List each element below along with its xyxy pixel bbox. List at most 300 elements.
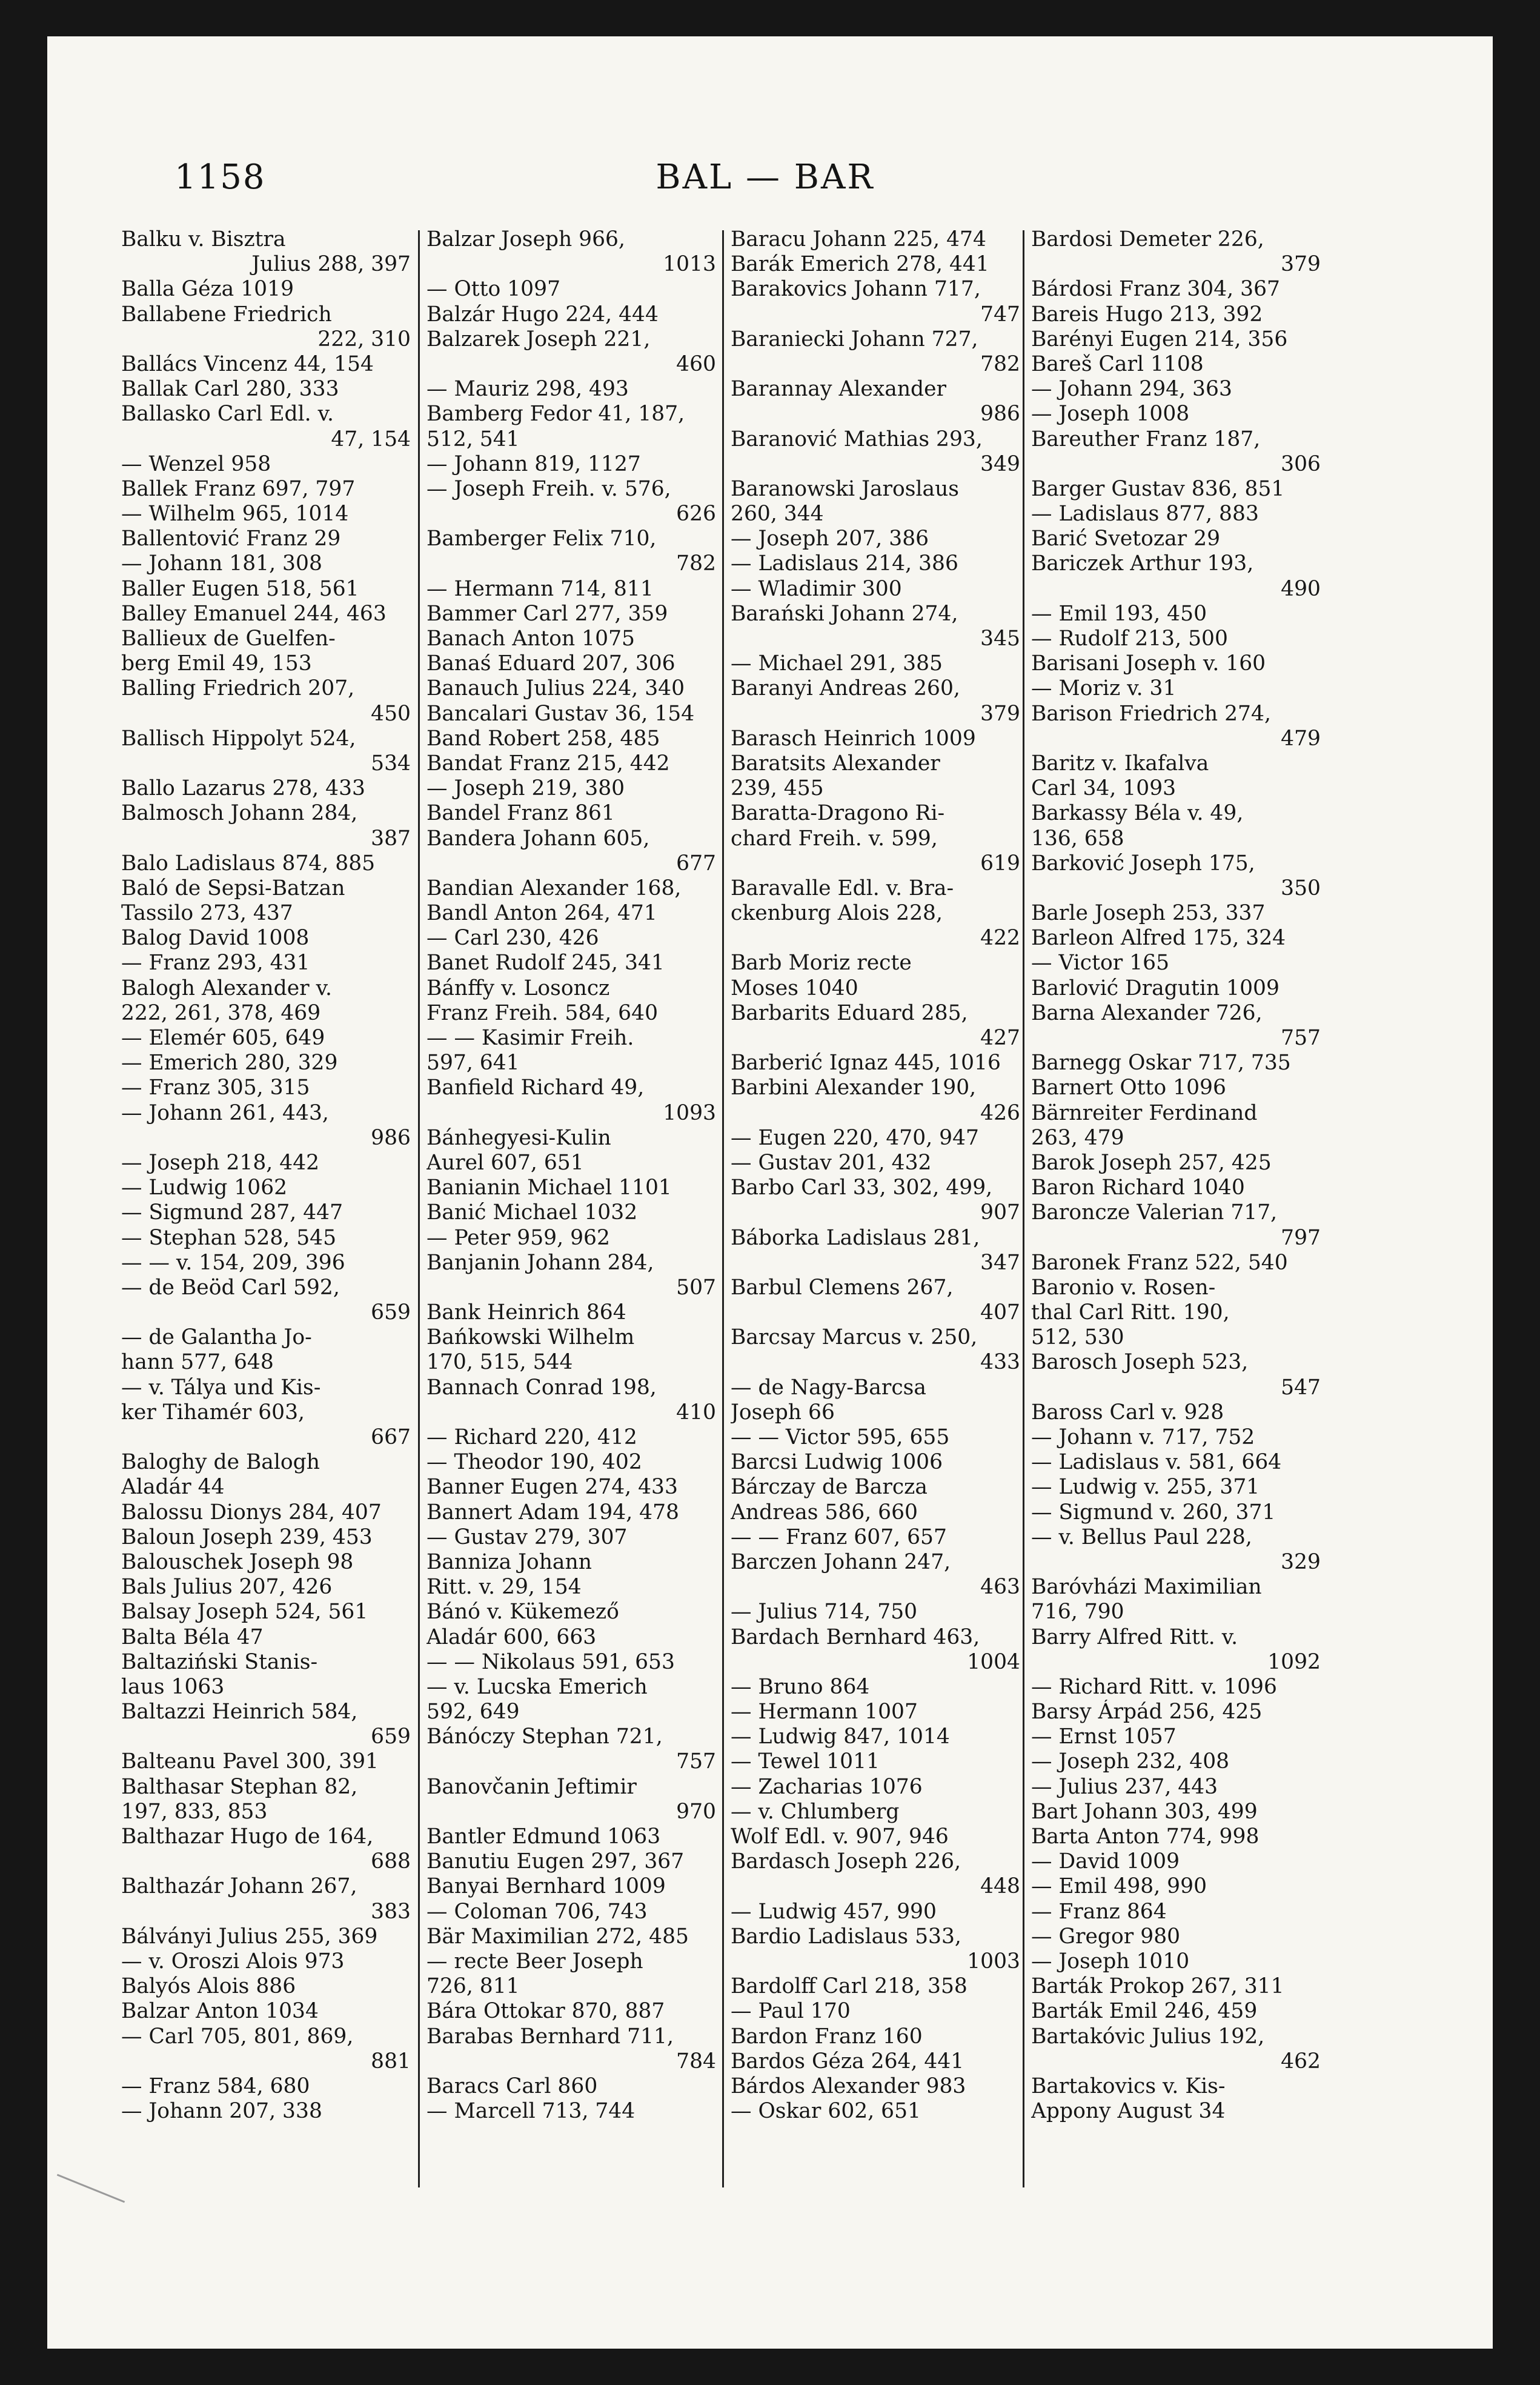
index-line: Balzarek Joseph 221,	[426, 327, 651, 351]
index-line: — de Nagy-Barcsa	[731, 1375, 926, 1400]
index-line: Bartakóvic Julius 192,	[1031, 2024, 1265, 2049]
index-line: 407	[980, 1300, 1020, 1325]
index-line: Baraniecki Johann 727,	[731, 327, 978, 351]
index-line: Balzar Anton 1034	[121, 1999, 319, 2024]
index-line: Barry Alfred Ritt. v.	[1031, 1625, 1238, 1649]
index-line: 347	[980, 1250, 1020, 1275]
index-line: Band Robert 258, 485	[426, 726, 660, 751]
index-line: Balla Géza 1019	[121, 277, 294, 302]
index-line: Bárdosi Franz 304, 367	[1031, 277, 1280, 302]
index-line: Barlović Dragutin 1009	[1031, 976, 1279, 1000]
index-line: — recte Beer Joseph	[426, 1949, 643, 1974]
index-line: — Joseph 219, 380	[426, 776, 625, 801]
index-line: Bandian Alexander 168,	[426, 876, 682, 900]
index-line: 512, 530	[1031, 1325, 1124, 1350]
index-line: — Richard 220, 412	[426, 1425, 637, 1449]
index-line: — Ludwig 847, 1014	[731, 1725, 950, 1749]
index-line: — Johann 294, 363	[1031, 377, 1232, 402]
index-line: Barannay Alexander	[731, 377, 947, 402]
index-line: Baller Eugen 518, 561	[121, 576, 359, 601]
index-line: Banutiu Eugen 297, 367	[426, 1849, 685, 1874]
index-line: Balyós Alois 886	[121, 1974, 296, 1999]
index-line: — de Galantha Jo-	[121, 1325, 312, 1350]
index-line: 592, 649	[426, 1700, 520, 1725]
index-line: 136, 658	[1031, 826, 1124, 851]
index-line: 47, 154	[331, 427, 411, 451]
index-column-4	[1031, 227, 1321, 2203]
index-line: — Victor 165	[1031, 951, 1170, 976]
index-column-3	[731, 227, 1020, 2203]
index-line: Baranowski Jaroslaus	[731, 476, 960, 501]
index-line: Bammer Carl 277, 359	[426, 601, 668, 626]
index-line: — — Franz 607, 657	[731, 1525, 947, 1549]
index-line: 462	[1281, 2049, 1321, 2074]
index-line: 450	[371, 701, 411, 726]
index-line: 350	[1281, 876, 1321, 900]
index-line: Bancalari Gustav 36, 154	[426, 701, 695, 726]
index-line: 306	[1281, 451, 1321, 476]
index-line: Baracu Johann 225, 474	[731, 227, 986, 251]
index-line: 507	[676, 1275, 716, 1300]
index-line: — — Victor 595, 655	[731, 1425, 950, 1449]
index-line: Joseph 66	[731, 1400, 835, 1425]
index-line: Balmosch Johann 284,	[121, 801, 358, 826]
index-line: hann 577, 648	[121, 1350, 274, 1375]
index-line: Aurel 607, 651	[426, 1150, 584, 1175]
index-line: 667	[371, 1425, 411, 1449]
index-line: — David 1009	[1031, 1849, 1180, 1874]
index-line: — Wenzel 958	[121, 451, 271, 476]
index-line: — Theodor 190, 402	[426, 1450, 642, 1475]
index-line: 659	[371, 1300, 411, 1325]
index-line: Julius 288, 397	[251, 252, 411, 277]
index-line: 197, 833, 853	[121, 1799, 268, 1824]
index-line: Bantler Edmund 1063	[426, 1825, 661, 1849]
index-line: — Julius 237, 443	[1031, 1774, 1218, 1799]
index-line: Ballak Carl 280, 333	[121, 377, 339, 402]
index-line: Carl 34, 1093	[1031, 776, 1177, 801]
index-line: 345	[980, 627, 1020, 651]
index-line: Aladár 44	[121, 1475, 225, 1500]
index-line: 349	[980, 451, 1020, 476]
index-line: — Ludwig 1062	[121, 1176, 288, 1200]
index-line: Baronio v. Rosen-	[1031, 1275, 1216, 1300]
index-line: 1003	[967, 1949, 1020, 1974]
index-line: — v. Tálya und Kis-	[121, 1375, 321, 1400]
index-line: Banaś Eduard 207, 306	[426, 651, 675, 676]
index-line: Baloun Joseph 239, 453	[121, 1525, 373, 1549]
index-line: Banauch Julius 224, 340	[426, 676, 685, 701]
index-line: — Joseph 1008	[1031, 402, 1190, 427]
index-line: Balouschek Joseph 98	[121, 1549, 354, 1574]
index-line: Barković Joseph 175,	[1031, 851, 1255, 876]
index-line: 1092	[1267, 1649, 1321, 1674]
index-line: — Bruno 864	[731, 1674, 870, 1699]
index-line: — Emil 498, 990	[1031, 1874, 1207, 1899]
index-line: Bart Johann 303, 499	[1031, 1799, 1258, 1824]
index-line: — — Kasimir Freih.	[426, 1026, 634, 1050]
index-line: Banfield Richard 49,	[426, 1076, 645, 1100]
index-line: Banner Eugen 274, 433	[426, 1475, 678, 1500]
index-line: — v. Lucska Emerich	[426, 1674, 648, 1699]
index-line: 379	[980, 701, 1020, 726]
index-line: 747	[980, 302, 1020, 327]
index-line: Bannert Adam 194, 478	[426, 1500, 679, 1525]
index-line: Bandl Anton 264, 471	[426, 901, 657, 926]
index-line: Bánóczy Stephan 721,	[426, 1725, 663, 1749]
index-line: — Oskar 602, 651	[731, 2099, 921, 2124]
index-line: Barták Emil 246, 459	[1031, 1999, 1258, 2024]
index-line: Barsy Árpád 256, 425	[1031, 1700, 1263, 1725]
index-line: 547	[1281, 1375, 1321, 1400]
index-line: Barnegg Oskar 717, 735	[1031, 1051, 1291, 1076]
index-line: Baracs Carl 860	[426, 2074, 598, 2098]
index-line: 534	[371, 751, 411, 776]
index-line: Aladár 600, 663	[426, 1625, 597, 1649]
index-line: — Sigmund 287, 447	[121, 1200, 344, 1225]
index-line: Barle Joseph 253, 337	[1031, 901, 1266, 926]
index-line: Bańkowski Wilhelm	[426, 1325, 635, 1350]
index-line: 383	[371, 1899, 411, 1924]
index-line: 433	[980, 1350, 1020, 1375]
index-line: Baltaziński Stanis-	[121, 1649, 318, 1674]
index-line: Barényi Eugen 214, 356	[1031, 327, 1288, 351]
index-line: — Joseph 218, 442	[121, 1150, 320, 1175]
index-line: Baratta-Dragono Ri-	[731, 801, 945, 826]
index-line: — Joseph 1010	[1031, 1949, 1190, 1974]
index-line: 387	[371, 826, 411, 851]
index-line: Barcsi Ludwig 1006	[731, 1450, 943, 1475]
index-line: Moses 1040	[731, 976, 858, 1000]
index-line: — Eugen 220, 470, 947	[731, 1125, 979, 1150]
index-line: 170, 515, 544	[426, 1350, 573, 1375]
index-line: 626	[676, 502, 716, 527]
index-line: — Carl 705, 801, 869,	[121, 2024, 354, 2049]
index-line: Ballo Lazarus 278, 433	[121, 776, 365, 801]
index-line: 757	[676, 1749, 716, 1774]
index-line: — Rudolf 213, 500	[1031, 627, 1228, 651]
index-line: Bals Julius 207, 426	[121, 1575, 333, 1600]
index-line: 460	[676, 351, 716, 376]
index-line: Ballács Vincenz 44, 154	[121, 351, 374, 376]
index-line: Bamberg Fedor 41, 187,	[426, 402, 685, 427]
index-line: 970	[676, 1799, 716, 1824]
index-line: 463	[980, 1575, 1020, 1600]
index-line: Bär Maximilian 272, 485	[426, 1924, 689, 1949]
index-line: Bareš Carl 1108	[1031, 351, 1204, 376]
index-line: — Wilhelm 965, 1014	[121, 502, 349, 527]
index-line: 986	[371, 1125, 411, 1150]
index-line: Baloghy de Balogh	[121, 1450, 320, 1475]
index-line: Ritt. v. 29, 154	[426, 1575, 582, 1600]
index-line: 619	[980, 851, 1020, 876]
index-line: Appony August 34	[1031, 2099, 1226, 2124]
index-line: — Michael 291, 385	[731, 651, 943, 676]
column-divider	[722, 230, 724, 2187]
index-line: Wolf Edl. v. 907, 946	[731, 1825, 949, 1849]
index-line: Banniza Johann	[426, 1549, 592, 1574]
index-line: Balley Emanuel 244, 463	[121, 601, 387, 626]
index-line: — Coloman 706, 743	[426, 1899, 648, 1924]
index-line: Barbini Alexander 190,	[731, 1076, 977, 1100]
index-line: Banach Anton 1075	[426, 627, 635, 651]
index-line: Baross Carl v. 928	[1031, 1400, 1224, 1425]
index-line: Balsay Joseph 524, 561	[121, 1600, 368, 1625]
index-line: Barták Prokop 267, 311	[1031, 1974, 1284, 1999]
index-line: 448	[980, 1874, 1020, 1899]
index-line: — Gustav 201, 432	[731, 1150, 932, 1175]
index-line: Balo Ladislaus 874, 885	[121, 851, 376, 876]
index-line: — Joseph Freih. v. 576,	[426, 476, 671, 501]
index-line: Barkassy Béla v. 49,	[1031, 801, 1244, 826]
index-line: Ballasko Carl Edl. v.	[121, 402, 334, 427]
index-line: 479	[1281, 726, 1321, 751]
index-line: Baravalle Edl. v. Bra-	[731, 876, 954, 900]
index-line: 1004	[967, 1649, 1020, 1674]
index-line: 260, 344	[731, 502, 824, 527]
index-column-2	[426, 227, 716, 2203]
index-line: Bank Heinrich 864	[426, 1300, 626, 1325]
index-line: Franz Freih. 584, 640	[426, 1000, 659, 1025]
column-divider	[1023, 230, 1024, 2187]
index-line: Ballek Franz 697, 797	[121, 476, 356, 501]
index-line: 726, 811	[426, 1974, 520, 1999]
index-line: — Ladislaus 877, 883	[1031, 502, 1259, 527]
index-line: berg Emil 49, 153	[121, 651, 312, 676]
index-line: Balthazár Johann 267,	[121, 1874, 357, 1899]
index-line: Bálványi Julius 255, 369	[121, 1924, 378, 1949]
page-header	[174, 158, 1356, 212]
index-line: laus 1063	[121, 1674, 225, 1699]
index-line: Bandel Franz 861	[426, 801, 615, 826]
index-column-1	[121, 227, 411, 2203]
index-line: Barisani Joseph v. 160	[1031, 651, 1266, 676]
index-line: — Ladislaus v. 581, 664	[1031, 1450, 1282, 1475]
index-line: — Joseph 207, 386	[731, 527, 929, 551]
index-line: chard Freih. v. 599,	[731, 826, 938, 851]
index-line: — Sigmund v. 260, 371	[1031, 1500, 1276, 1525]
index-line: Barbo Carl 33, 302, 499,	[731, 1176, 993, 1200]
index-line: Tassilo 273, 437	[121, 901, 293, 926]
index-line: — — Nikolaus 591, 653	[426, 1649, 675, 1674]
index-line: Baló de Sepsi-Batzan	[121, 876, 345, 900]
index-line: 222, 310	[317, 327, 411, 351]
index-line: Balthasar Stephan 82,	[121, 1774, 358, 1799]
index-line: — Stephan 528, 545	[121, 1225, 337, 1250]
index-line: ckenburg Alois 228,	[731, 901, 943, 926]
index-line: Ballabene Friedrich	[121, 302, 332, 327]
index-line: Bánffy v. Losoncz	[426, 976, 610, 1000]
index-line: Baroncze Valerian 717,	[1031, 1200, 1278, 1225]
index-line: — Franz 584, 680	[121, 2074, 310, 2098]
index-line: 490	[1281, 576, 1321, 601]
index-line: 422	[980, 926, 1020, 951]
index-line: — Richard Ritt. v. 1096	[1031, 1674, 1277, 1699]
index-line: Balossu Dionys 284, 407	[121, 1500, 382, 1525]
index-line: Barák Emerich 278, 441	[731, 252, 989, 277]
index-line: — Zacharias 1076	[731, 1774, 923, 1799]
index-line: Barabas Bernhard 711,	[426, 2024, 674, 2049]
index-line: Bardasch Joseph 226,	[731, 1849, 961, 1874]
index-line: Ballisch Hippolyt 524,	[121, 726, 356, 751]
index-line: Balogh Alexander v.	[121, 976, 332, 1000]
index-line: — — v. 154, 209, 396	[121, 1250, 345, 1275]
index-line: — v. Oroszi Alois 973	[121, 1949, 345, 1974]
index-line: — Ladislaus 214, 386	[731, 551, 958, 576]
index-line: Baltazzi Heinrich 584,	[121, 1700, 358, 1725]
index-line: 597, 641	[426, 1051, 520, 1076]
index-line: Andreas 586, 660	[731, 1500, 918, 1525]
index-line: Bannach Conrad 198,	[426, 1375, 657, 1400]
index-line: Bardon Franz 160	[731, 2024, 923, 2049]
index-line: Bardach Bernhard 463,	[731, 1625, 980, 1649]
index-line: — Otto 1097	[426, 277, 561, 302]
index-line: Bardolff Carl 218, 358	[731, 1974, 967, 1999]
index-line: — Hermann 1007	[731, 1700, 918, 1725]
index-line: Bánó v. Kükemező	[426, 1600, 619, 1625]
index-line: Barberić Ignaz 445, 1016	[731, 1051, 1001, 1076]
index-line: — de Beöd Carl 592,	[121, 1275, 340, 1300]
index-line: Bára Ottokar 870, 887	[426, 1999, 665, 2024]
index-line: Baron Richard 1040	[1031, 1176, 1245, 1200]
index-line: — Peter 959, 962	[426, 1225, 610, 1250]
index-line: 784	[676, 2049, 716, 2074]
index-line: 782	[676, 551, 716, 576]
index-line: Bardosi Demeter 226,	[1031, 227, 1264, 251]
page-number: 1158	[174, 158, 266, 197]
index-line: — Johann 181, 308	[121, 551, 322, 576]
index-line: Barczen Johann 247,	[731, 1549, 951, 1574]
index-line: 379	[1281, 252, 1321, 277]
index-line: — Tewel 1011	[731, 1749, 880, 1774]
index-line: Barański Johann 274,	[731, 601, 958, 626]
index-line: thal Carl Ritt. 190,	[1031, 1300, 1230, 1325]
index-line: Barbarits Eduard 285,	[731, 1000, 968, 1025]
index-line: Baranović Mathias 293,	[731, 427, 983, 451]
index-line: Bamberger Felix 710,	[426, 527, 657, 551]
index-line: — Ludwig v. 255, 371	[1031, 1475, 1260, 1500]
index-line: Baratsits Alexander	[731, 751, 940, 776]
index-line: 222, 261, 378, 469	[121, 1000, 321, 1025]
index-line: Barcsay Marcus v. 250,	[731, 1325, 978, 1350]
index-line: Bandat Franz 215, 442	[426, 751, 670, 776]
index-line: — Johann 207, 338	[121, 2099, 322, 2124]
index-line: — Gregor 980	[1031, 1924, 1181, 1949]
index-line: — Johann 819, 1127	[426, 451, 641, 476]
column-divider	[418, 230, 420, 2187]
index-line: — Carl 230, 426	[426, 926, 599, 951]
index-line: — Emerich 280, 329	[121, 1051, 338, 1076]
index-line: Balteanu Pavel 300, 391	[121, 1749, 379, 1774]
index-line: Bardos Géza 264, 441	[731, 2049, 964, 2074]
index-line: Barleon Alfred 175, 324	[1031, 926, 1286, 951]
index-line: Barosch Joseph 523,	[1031, 1350, 1249, 1375]
index-line: Banić Michael 1032	[426, 1200, 638, 1225]
index-line: Balthazar Hugo de 164,	[121, 1825, 374, 1849]
index-line: Barić Svetozar 29	[1031, 527, 1221, 551]
index-line: — Wladimir 300	[731, 576, 902, 601]
index-line: — v. Chlumberg	[731, 1799, 900, 1824]
index-line: Báborka Ladislaus 281,	[731, 1225, 980, 1250]
index-line: — Elemér 605, 649	[121, 1026, 325, 1050]
index-line: — Emil 193, 450	[1031, 601, 1207, 626]
index-line: 239, 455	[731, 776, 824, 801]
index-line: — Marcell 713, 744	[426, 2099, 636, 2124]
index-line: Baróvházi Maximilian	[1031, 1575, 1262, 1600]
index-line: 986	[980, 402, 1020, 427]
index-line: 1093	[663, 1100, 716, 1125]
index-line: Balzár Hugo 224, 444	[426, 302, 659, 327]
index-line: 427	[980, 1026, 1020, 1050]
index-line: — Johann v. 717, 752	[1031, 1425, 1255, 1449]
index-line: — Franz 293, 431	[121, 951, 310, 976]
index-line: 263, 479	[1031, 1125, 1124, 1150]
running-title: BAL — BAR	[655, 158, 875, 197]
index-line: Banovčanin Jeftimir	[426, 1774, 637, 1799]
index-line: 1013	[663, 252, 716, 277]
index-line: Bariczek Arthur 193,	[1031, 551, 1254, 576]
index-line: Banyai Bernhard 1009	[426, 1874, 666, 1899]
index-line: 716, 790	[1031, 1600, 1124, 1625]
index-line: 757	[1281, 1026, 1321, 1050]
index-line: Balog David 1008	[121, 926, 310, 951]
index-line: Balling Friedrich 207,	[121, 676, 355, 701]
index-line: Balku v. Bisztra	[121, 227, 286, 251]
index-line: Barna Alexander 726,	[1031, 1000, 1263, 1025]
index-line: 410	[676, 1400, 716, 1425]
index-line: — Paul 170	[731, 1999, 851, 2024]
index-line: — Franz 305, 315	[121, 1076, 310, 1100]
index-line: Barb Moriz recte	[731, 951, 912, 976]
index-line: 688	[371, 1849, 411, 1874]
index-line: Balzar Joseph 966,	[426, 227, 625, 251]
index-line: — Ludwig 457, 990	[731, 1899, 937, 1924]
index-line: — Franz 864	[1031, 1899, 1167, 1924]
index-line: — Joseph 232, 408	[1031, 1749, 1230, 1774]
index-line: 426	[980, 1100, 1020, 1125]
index-line: — Ernst 1057	[1031, 1725, 1177, 1749]
index-line: Baritz v. Ikafalva	[1031, 751, 1209, 776]
index-line: — Moriz v. 31	[1031, 676, 1177, 701]
index-line: Bartakovics v. Kis-	[1031, 2074, 1226, 2098]
index-line: Barnert Otto 1096	[1031, 1076, 1226, 1100]
index-line: Banet Rudolf 245, 341	[426, 951, 665, 976]
index-line: ker Tihamér 603,	[121, 1400, 305, 1425]
index-line: Bärnreiter Ferdinand	[1031, 1100, 1258, 1125]
index-line: 659	[371, 1725, 411, 1749]
index-line: 881	[371, 2049, 411, 2074]
index-line: Bandera Johann 605,	[426, 826, 650, 851]
index-line: 512, 541	[426, 427, 520, 451]
index-line: Barta Anton 774, 998	[1031, 1825, 1260, 1849]
index-line: — Gustav 279, 307	[426, 1525, 628, 1549]
index-line: — v. Bellus Paul 228,	[1031, 1525, 1252, 1549]
index-line: Ballentović Franz 29	[121, 527, 341, 551]
index-line: Bareis Hugo 213, 392	[1031, 302, 1263, 327]
index-line: Barakovics Johann 717,	[731, 277, 981, 302]
index-line: Baranyi Andreas 260,	[731, 676, 960, 701]
index-line: 797	[1281, 1225, 1321, 1250]
index-line: Barger Gustav 836, 851	[1031, 476, 1285, 501]
index-line: Bárczay de Barcza	[731, 1475, 928, 1500]
index-line: Barok Joseph 257, 425	[1031, 1150, 1272, 1175]
index-line: Baronek Franz 522, 540	[1031, 1250, 1288, 1275]
index-line: 329	[1281, 1549, 1321, 1574]
index-line: Barasch Heinrich 1009	[731, 726, 976, 751]
index-line: — Julius 714, 750	[731, 1600, 918, 1625]
index-line: — Mauriz 298, 493	[426, 377, 629, 402]
index-line: Banjanin Johann 284,	[426, 1250, 654, 1275]
